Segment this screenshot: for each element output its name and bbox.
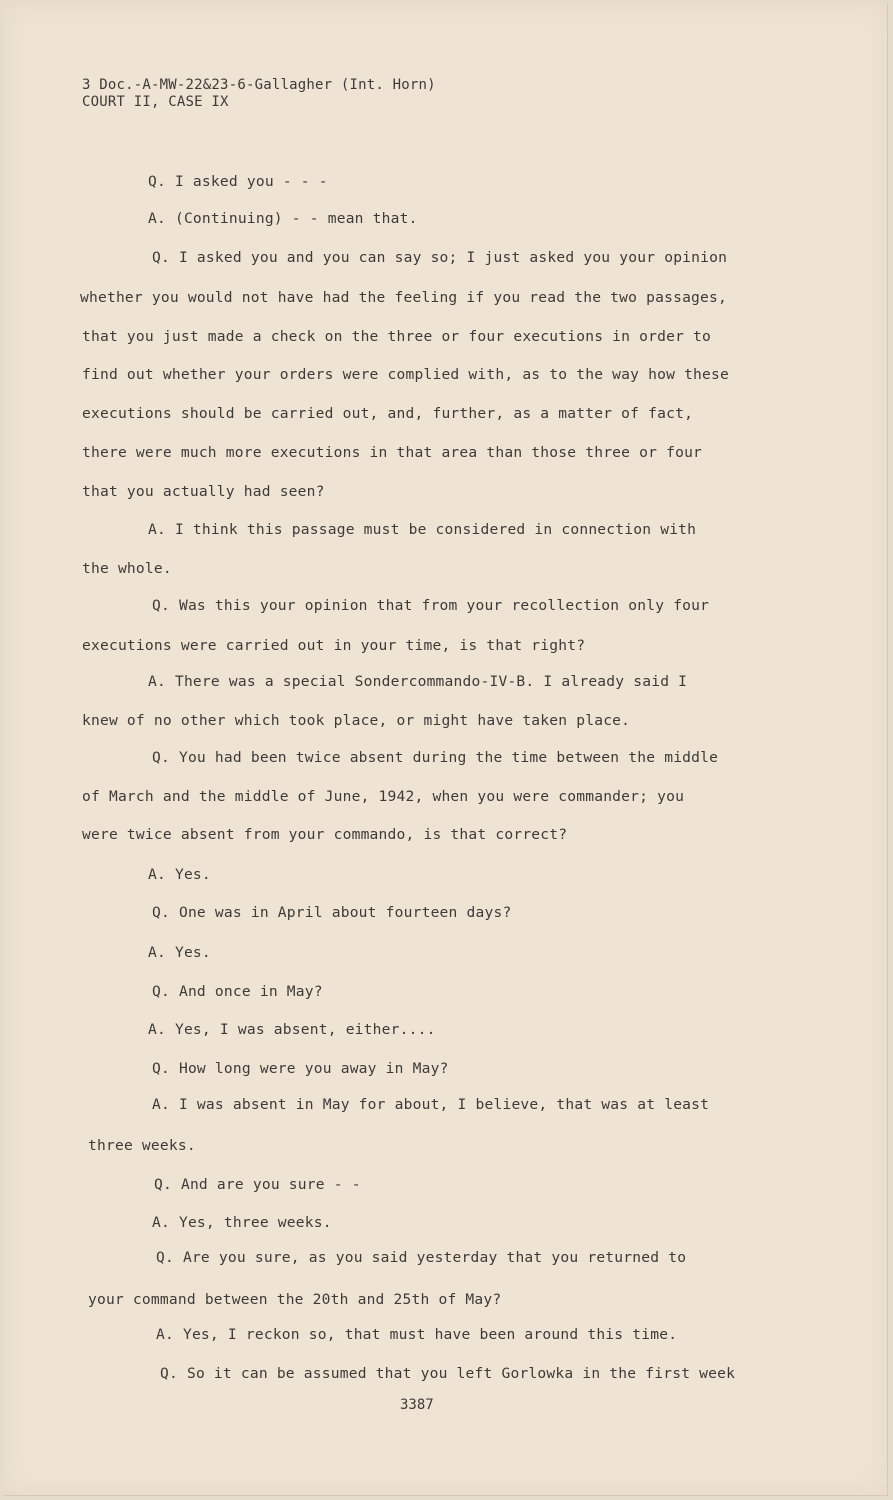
transcript-line: there were much more executions in that area than those three or four: [82, 444, 703, 461]
transcript-line: Q. So it can be assumed that you left Gorlowka in the first week: [160, 1365, 736, 1382]
transcript-line: Q. One was in April about fourteen days?: [152, 904, 512, 921]
transcript-line: Q. You had been twice absent during the time between the middle: [152, 749, 719, 766]
transcript-line: Q. How long were you away in May?: [152, 1060, 449, 1077]
transcript-line: that you actually had seen?: [82, 483, 325, 500]
transcript-line: Q. Was this your opinion that from your recollection only four: [152, 597, 710, 614]
transcript-line: knew of no other which took place, or might have taken place.: [82, 712, 631, 729]
transcript-line: A. I think this passage must be considered in connection with: [148, 521, 697, 538]
transcript-line: A. I was absent in May for about, I believe, that was at least: [152, 1096, 710, 1113]
transcript-line: A. (Continuing) - - mean that.: [148, 210, 418, 227]
transcript-line: whether you would not have had the feeling if you read the two passages,: [80, 289, 728, 306]
transcript-line: A. Yes.: [148, 866, 211, 883]
transcript-line: A. Yes, I reckon so, that must have been around this time.: [156, 1326, 678, 1343]
transcript-line: find out whether your orders were complied with, as to the way how these: [82, 366, 730, 383]
page-number: 3387: [400, 1397, 434, 1413]
transcript-line: executions should be carried out, and, further, as a matter of fact,: [82, 405, 694, 422]
transcript-line: A. Yes, I was absent, either....: [148, 1021, 436, 1038]
transcript-line: executions were carried out in your time, is that right?: [82, 637, 586, 654]
document-page: [4, 3, 888, 1496]
transcript-line: A. Yes.: [148, 944, 211, 961]
transcript-line: Q. I asked you and you can say so; I just asked you your opinion: [152, 249, 728, 266]
transcript-line: your command between the 20th and 25th of May?: [88, 1291, 502, 1308]
header-doc-reference: 3 Doc.-A-MW-22&23-6-Gallagher (Int. Horn): [82, 77, 436, 93]
transcript-line: the whole.: [82, 560, 172, 577]
transcript-line: Q. And are you sure - -: [154, 1176, 361, 1193]
header-court-case: COURT II, CASE IX: [82, 94, 229, 110]
transcript-line: that you just made a check on the three or four executions in order to: [82, 328, 712, 345]
transcript-line: Q. I asked you - - -: [148, 173, 328, 190]
transcript-line: Q. And once in May?: [152, 983, 323, 1000]
transcript-line: A. Yes, three weeks.: [152, 1214, 332, 1231]
transcript-line: of March and the middle of June, 1942, when you were commander; you: [82, 788, 685, 805]
transcript-line: Q. Are you sure, as you said yesterday that you returned to: [156, 1249, 687, 1266]
transcript-line: A. There was a special Sondercommando-IV-B. I already said I: [148, 673, 688, 690]
transcript-line: were twice absent from your commando, is that correct?: [82, 826, 568, 843]
transcript-line: three weeks.: [88, 1137, 196, 1154]
